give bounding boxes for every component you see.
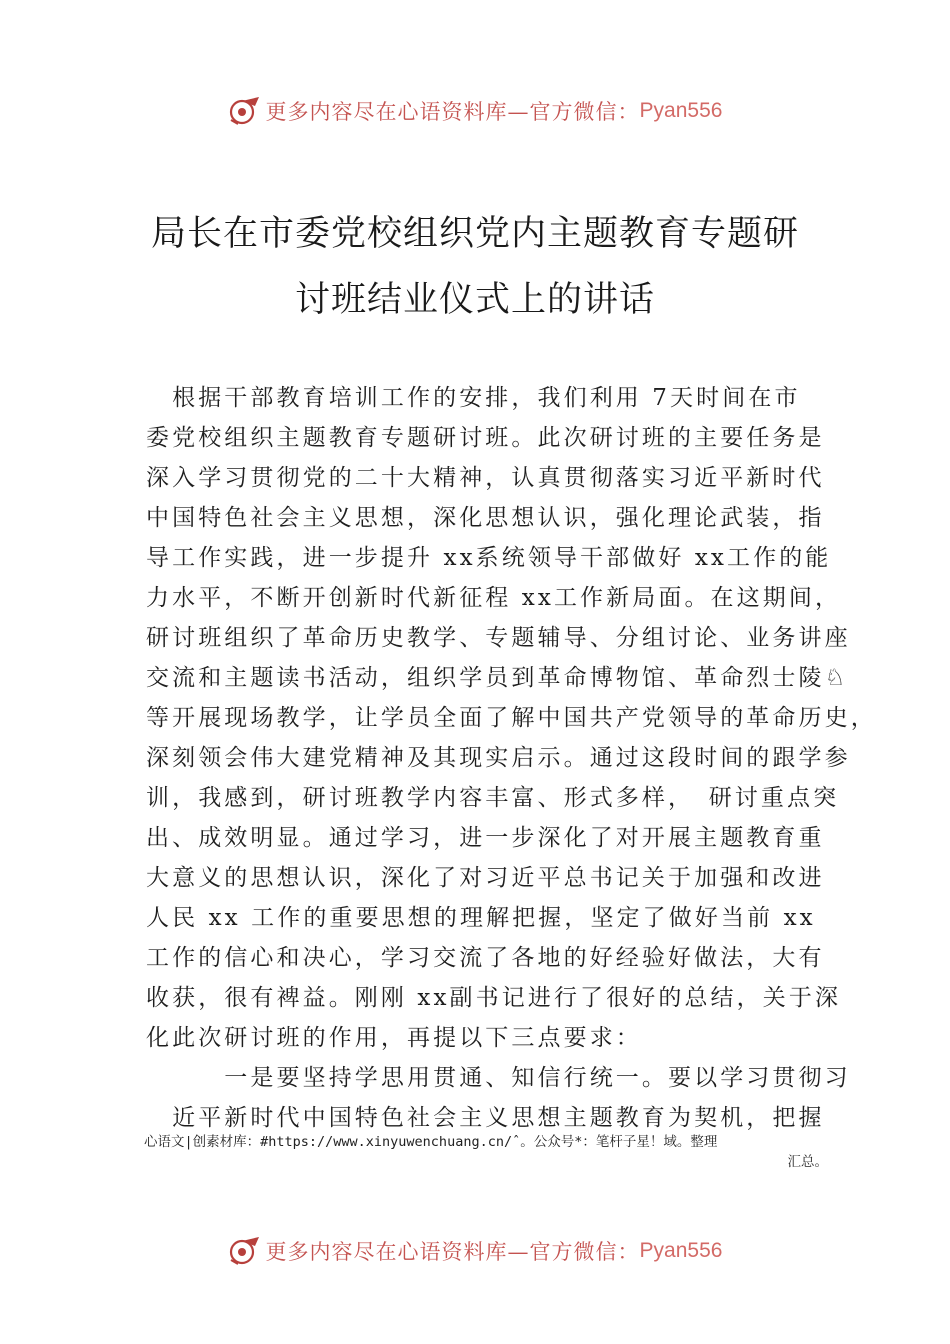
header-wechat-id: Pyan556 <box>639 99 723 122</box>
body-line: 中国特色社会主义思想，深化思想认识，强化理论武装，指 <box>146 505 825 531</box>
body-line: 工作的信心和决心，学习交流了各地的好经验好做法，大有 <box>146 945 825 971</box>
header-watermark-text: 更多内容尽在心语资料库—官方微信： <box>265 100 640 124</box>
document-title-line-2: 讨班结业仪式上的讲话 <box>294 280 655 320</box>
bottom-watermark <box>0 1236 950 1266</box>
footer-source-note <box>144 1132 828 1172</box>
body-line: 化此次研讨班的作用，再提以下三点要求： <box>146 1025 642 1051</box>
body-line: 近平新时代中国特色社会主义思想主题教育为契机，把握 <box>146 1105 825 1131</box>
header-watermark <box>0 96 950 126</box>
body-line: 委党校组织主题教育专题研讨班。此次研讨班的主要任务是 <box>146 425 825 451</box>
body-line: 人民 xx 工作的重要思想的理解把握，坚定了做好当前 xx <box>146 905 816 931</box>
body-line: 研讨班组织了革命历史教学、专题辅导、分组讨论、业务讲座 <box>146 625 851 651</box>
body-line: 出、成效明显。通过学习，进一步深化了对开展主题教育重 <box>146 825 825 851</box>
body-line: 力水平，不断开创新时代新征程 xx工作新局面。在这期间， <box>146 585 842 611</box>
body-line: 深刻领会伟大建党精神及其现实启示。通过这段时间的跟学参 <box>146 745 851 771</box>
body-line: 训，我感到，研讨班教学内容丰富、形式多样， 研讨重点突 <box>146 785 840 811</box>
body-line: 收获，很有裨益。刚刚 xx副书记进行了很好的总结，关于深 <box>146 985 842 1011</box>
body-line: 一是要坚持学思用贯通、知信行统一。要以学习贯彻习 <box>146 1065 851 1091</box>
pen-emblem-icon <box>228 96 262 126</box>
body-line: 根据干部教育培训工作的安排，我们利用 7天时间在市 <box>146 385 801 411</box>
bottom-watermark-text: 更多内容尽在心语资料库—官方微信： <box>265 1240 640 1264</box>
body-text <box>146 378 877 1138</box>
body-line: 等开展现场教学，让学员全面了解中国共产党领导的革命历史， <box>146 705 877 731</box>
pen-emblem-icon <box>228 1236 262 1266</box>
bottom-wechat-id: Pyan556 <box>639 1239 723 1262</box>
body-line: 大意义的思想认识，深化了对习近平总书记关于加强和改进 <box>146 865 825 891</box>
body-line: 导工作实践，进一步提升 xx系统领导干部做好 xx工作的能 <box>146 545 832 571</box>
document-title-line-1: 局长在市委党校组织党内主题教育专题研 <box>150 214 799 254</box>
footer-note-line-1: 心语文|创素材库：#https://www.xinyuwenchuang.cn/ˆ。公众号*：笔杆子星！域。整理 <box>144 1134 718 1150</box>
body-line: 深入学习贯彻党的二十大精神，认真贯彻落实习近平新时代 <box>146 465 825 491</box>
body-line: 交流和主题读书活动，组织学员到革命博物馆、革命烈士陵♘ <box>146 665 849 691</box>
footer-note-line-2: 汇总。 <box>787 1154 828 1170</box>
